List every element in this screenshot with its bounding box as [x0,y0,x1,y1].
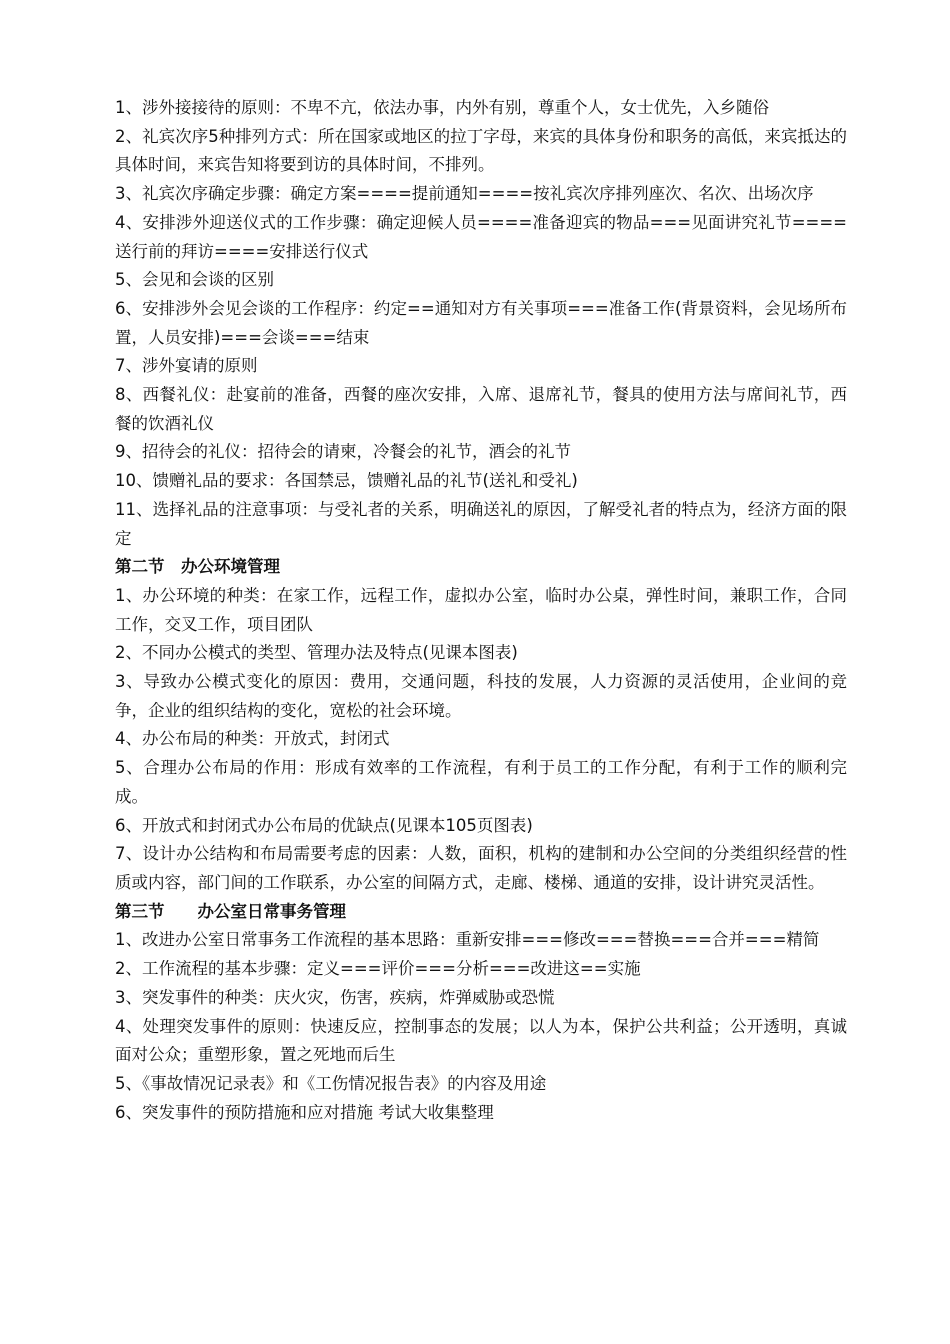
list-item: 5、合理办公布局的作用：形成有效率的工作流程，有利于员工的工作分配，有利于工作的顺利完成。 [115,758,847,806]
list-item: 4、安排涉外迎送仪式的工作步骤：确定迎候人员====准备迎宾的物品===见面讲究礼节====送行前的拜访====安排送行仪式 [115,212,847,261]
list-item: 7、涉外宴请的原则 [115,356,258,376]
list-item: 6、开放式和封闭式办公布局的优缺点(见课本105页图表) [115,815,533,835]
list-item: 1、办公环境的种类：在家工作，远程工作，虚拟办公室，临时办公桌，弹性时间，兼职工作，合同工作，交叉工作，项目团队 [115,585,847,634]
list-item: 4、处理突发事件的原则：快速反应，控制事态的发展；以人为本，保护公共利益；公开透明，真诚面对公众；重塑形象，置之死地而后生 [115,1016,847,1065]
list-item: 3、突发事件的种类：庆火灾，伤害，疾病，炸弹威胁或恐慌 [115,987,555,1007]
document-page [115,94,847,1127]
list-item: 4、办公布局的种类：开放式，封闭式 [115,729,390,749]
list-item: 8、西餐礼仪：赴宴前的准备，西餐的座次安排，入席、退席礼节，餐具的使用方法与席间礼节，西餐的饮酒礼仪 [115,385,847,433]
list-item: 9、招待会的礼仪：招待会的请柬，冷餐会的礼节，酒会的礼节 [115,442,571,462]
list-item: 7、设计办公结构和布局需要考虑的因素：人数，面积，机构的建制和办公空间的分类组织经营的性质或内容，部门间的工作联系，办公室的间隔方式，走廊、楼梯、通道的安排，设计讲究灵活性。 [115,844,847,892]
list-item: 3、导致办公模式变化的原因：费用，交通问题，科技的发展，人力资源的灵活使用，企业间的竞争，企业的组织结构的变化，宽松的社会环境。 [115,672,847,720]
list-item: 5、会见和会谈的区别 [115,270,274,290]
list-item: 2、不同办公模式的类型、管理办法及特点(见课本图表) [115,643,518,663]
section-heading-office-environment: 第二节 办公环境管理 [115,557,280,577]
list-item: 5、《事故情况记录表》和《工伤情况报告表》的内容及用途 [115,1073,547,1093]
list-item: 10、馈赠礼品的要求：各国禁忌，馈赠礼品的礼节(送礼和受礼) [115,471,578,491]
list-item: 2、工作流程的基本步骤：定义===评价===分析===改进这==实施 [115,959,641,979]
list-item: 2、礼宾次序5种排列方式：所在国家或地区的拉丁字母，来宾的具体身份和职务的高低，来宾抵达的具体时间，来宾告知将要到访的具体时间，不排列。 [115,126,847,175]
list-item: 1、改进办公室日常事务工作流程的基本思路：重新安排===修改===替换===合并===精简 [115,930,820,950]
list-item: 6、安排涉外会见会谈的工作程序：约定==通知对方有关事项===准备工作(背景资料，会见场所布置，人员安排)===会谈===结束 [115,298,847,347]
section-heading-daily-affairs: 第三节 办公室日常事务管理 [115,901,346,921]
list-item: 11、选择礼品的注意事项：与受礼者的关系，明确送礼的原因，了解受礼者的特点为，经济方面的限定 [115,499,847,548]
list-item: 1、涉外接接待的原则：不卑不亢，依法办事，内外有别，尊重个人，女士优先，入乡随俗 [115,98,769,117]
list-item: 6、突发事件的预防措施和应对措施 考试大收集整理 [115,1102,494,1122]
list-item: 3、礼宾次序确定步骤：确定方案====提前通知====按礼宾次序排列座次、名次、出场次序 [115,184,814,204]
